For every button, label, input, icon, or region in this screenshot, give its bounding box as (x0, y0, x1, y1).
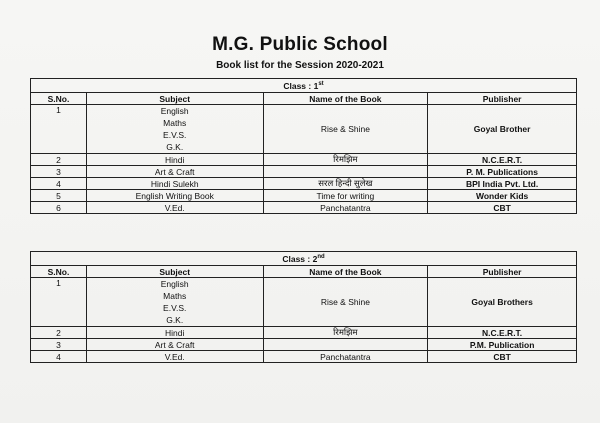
book-cell: Panchatantra (263, 351, 428, 363)
subject-cell: English Writing Book (86, 190, 263, 202)
table-row (31, 166, 577, 178)
header-subject: Subject (86, 266, 263, 278)
school-title: M.G. Public School (212, 34, 388, 55)
subject-cell: Hindi (86, 327, 263, 339)
table-row (31, 202, 577, 214)
sno-cell: 1 (31, 278, 87, 327)
subject-item: English (160, 106, 189, 116)
publisher-cell: Goyal Brother (428, 105, 577, 154)
sno-cell: 4 (31, 178, 87, 190)
header-publisher: Publisher (428, 93, 577, 105)
publisher-cell: BPI India Pvt. Ltd. (428, 178, 577, 190)
book-cell: Rise & Shine (263, 105, 428, 154)
subject-item: G.K. (166, 315, 184, 325)
subject-cell: V.Ed. (86, 351, 263, 363)
sno-cell: 3 (31, 339, 87, 351)
sno-cell: 3 (31, 166, 87, 178)
subject-item: E.V.S. (163, 130, 187, 140)
subject-cell: Hindi Sulekh (86, 178, 263, 190)
sno-cell: 2 (31, 154, 87, 166)
table-row (31, 190, 577, 202)
header-sno: S.No. (31, 266, 87, 278)
book-cell: Time for writing (263, 190, 428, 202)
subject-cell: V.Ed. (86, 202, 263, 214)
book-cell (263, 339, 428, 351)
sno-cell: 4 (31, 351, 87, 363)
subject-cell: Art & Craft (86, 166, 263, 178)
class2-book-table (30, 251, 577, 363)
book-cell: सरल हिन्दी सुलेख (263, 178, 428, 190)
subject-item: Maths (163, 118, 187, 128)
publisher-cell: Wonder Kids (428, 190, 577, 202)
sno-cell: 6 (31, 202, 87, 214)
publisher-cell: N.C.E.R.T. (428, 154, 577, 166)
table-row (31, 278, 577, 327)
class1-sup: st (318, 80, 324, 87)
subject-cell (86, 278, 263, 327)
class1-book-table (30, 78, 577, 214)
header-subject: Subject (86, 93, 263, 105)
header-book: Name of the Book (263, 93, 428, 105)
class1-heading (31, 79, 577, 93)
header-book: Name of the Book (263, 266, 428, 278)
publisher-cell: P.M. Publication (428, 339, 577, 351)
class2-heading (31, 252, 577, 266)
table-row (31, 339, 577, 351)
table-row (31, 327, 577, 339)
book-cell: रिमझिम (263, 154, 428, 166)
book-cell: Rise & Shine (263, 278, 428, 327)
session-subtitle: Book list for the Session 2020-2021 (216, 60, 384, 71)
table-row (31, 154, 577, 166)
sno-cell: 2 (31, 327, 87, 339)
subject-cell (86, 105, 263, 154)
sno-cell: 5 (31, 190, 87, 202)
publisher-cell: CBT (428, 202, 577, 214)
class2-sup: nd (317, 253, 325, 260)
header-publisher: Publisher (428, 266, 577, 278)
table-row (31, 178, 577, 190)
book-cell: Panchatantra (263, 202, 428, 214)
subject-cell: Hindi (86, 154, 263, 166)
publisher-cell: Goyal Brothers (428, 278, 577, 327)
book-cell (263, 166, 428, 178)
class2-label: Class : 2 (282, 253, 318, 264)
table-row (31, 351, 577, 363)
publisher-cell: CBT (428, 351, 577, 363)
table-row (31, 105, 577, 154)
subject-item: English (160, 279, 189, 289)
subject-item: G.K. (166, 142, 184, 152)
book-cell: रिमझिम (263, 327, 428, 339)
sno-cell: 1 (31, 105, 87, 154)
subject-item: E.V.S. (163, 303, 187, 313)
subject-item: Maths (163, 291, 187, 301)
class1-label: Class : 1 (283, 80, 319, 91)
publisher-cell: N.C.E.R.T. (428, 327, 577, 339)
header-sno: S.No. (31, 93, 87, 105)
subject-cell: Art & Craft (86, 339, 263, 351)
publisher-cell: P. M. Publications (428, 166, 577, 178)
